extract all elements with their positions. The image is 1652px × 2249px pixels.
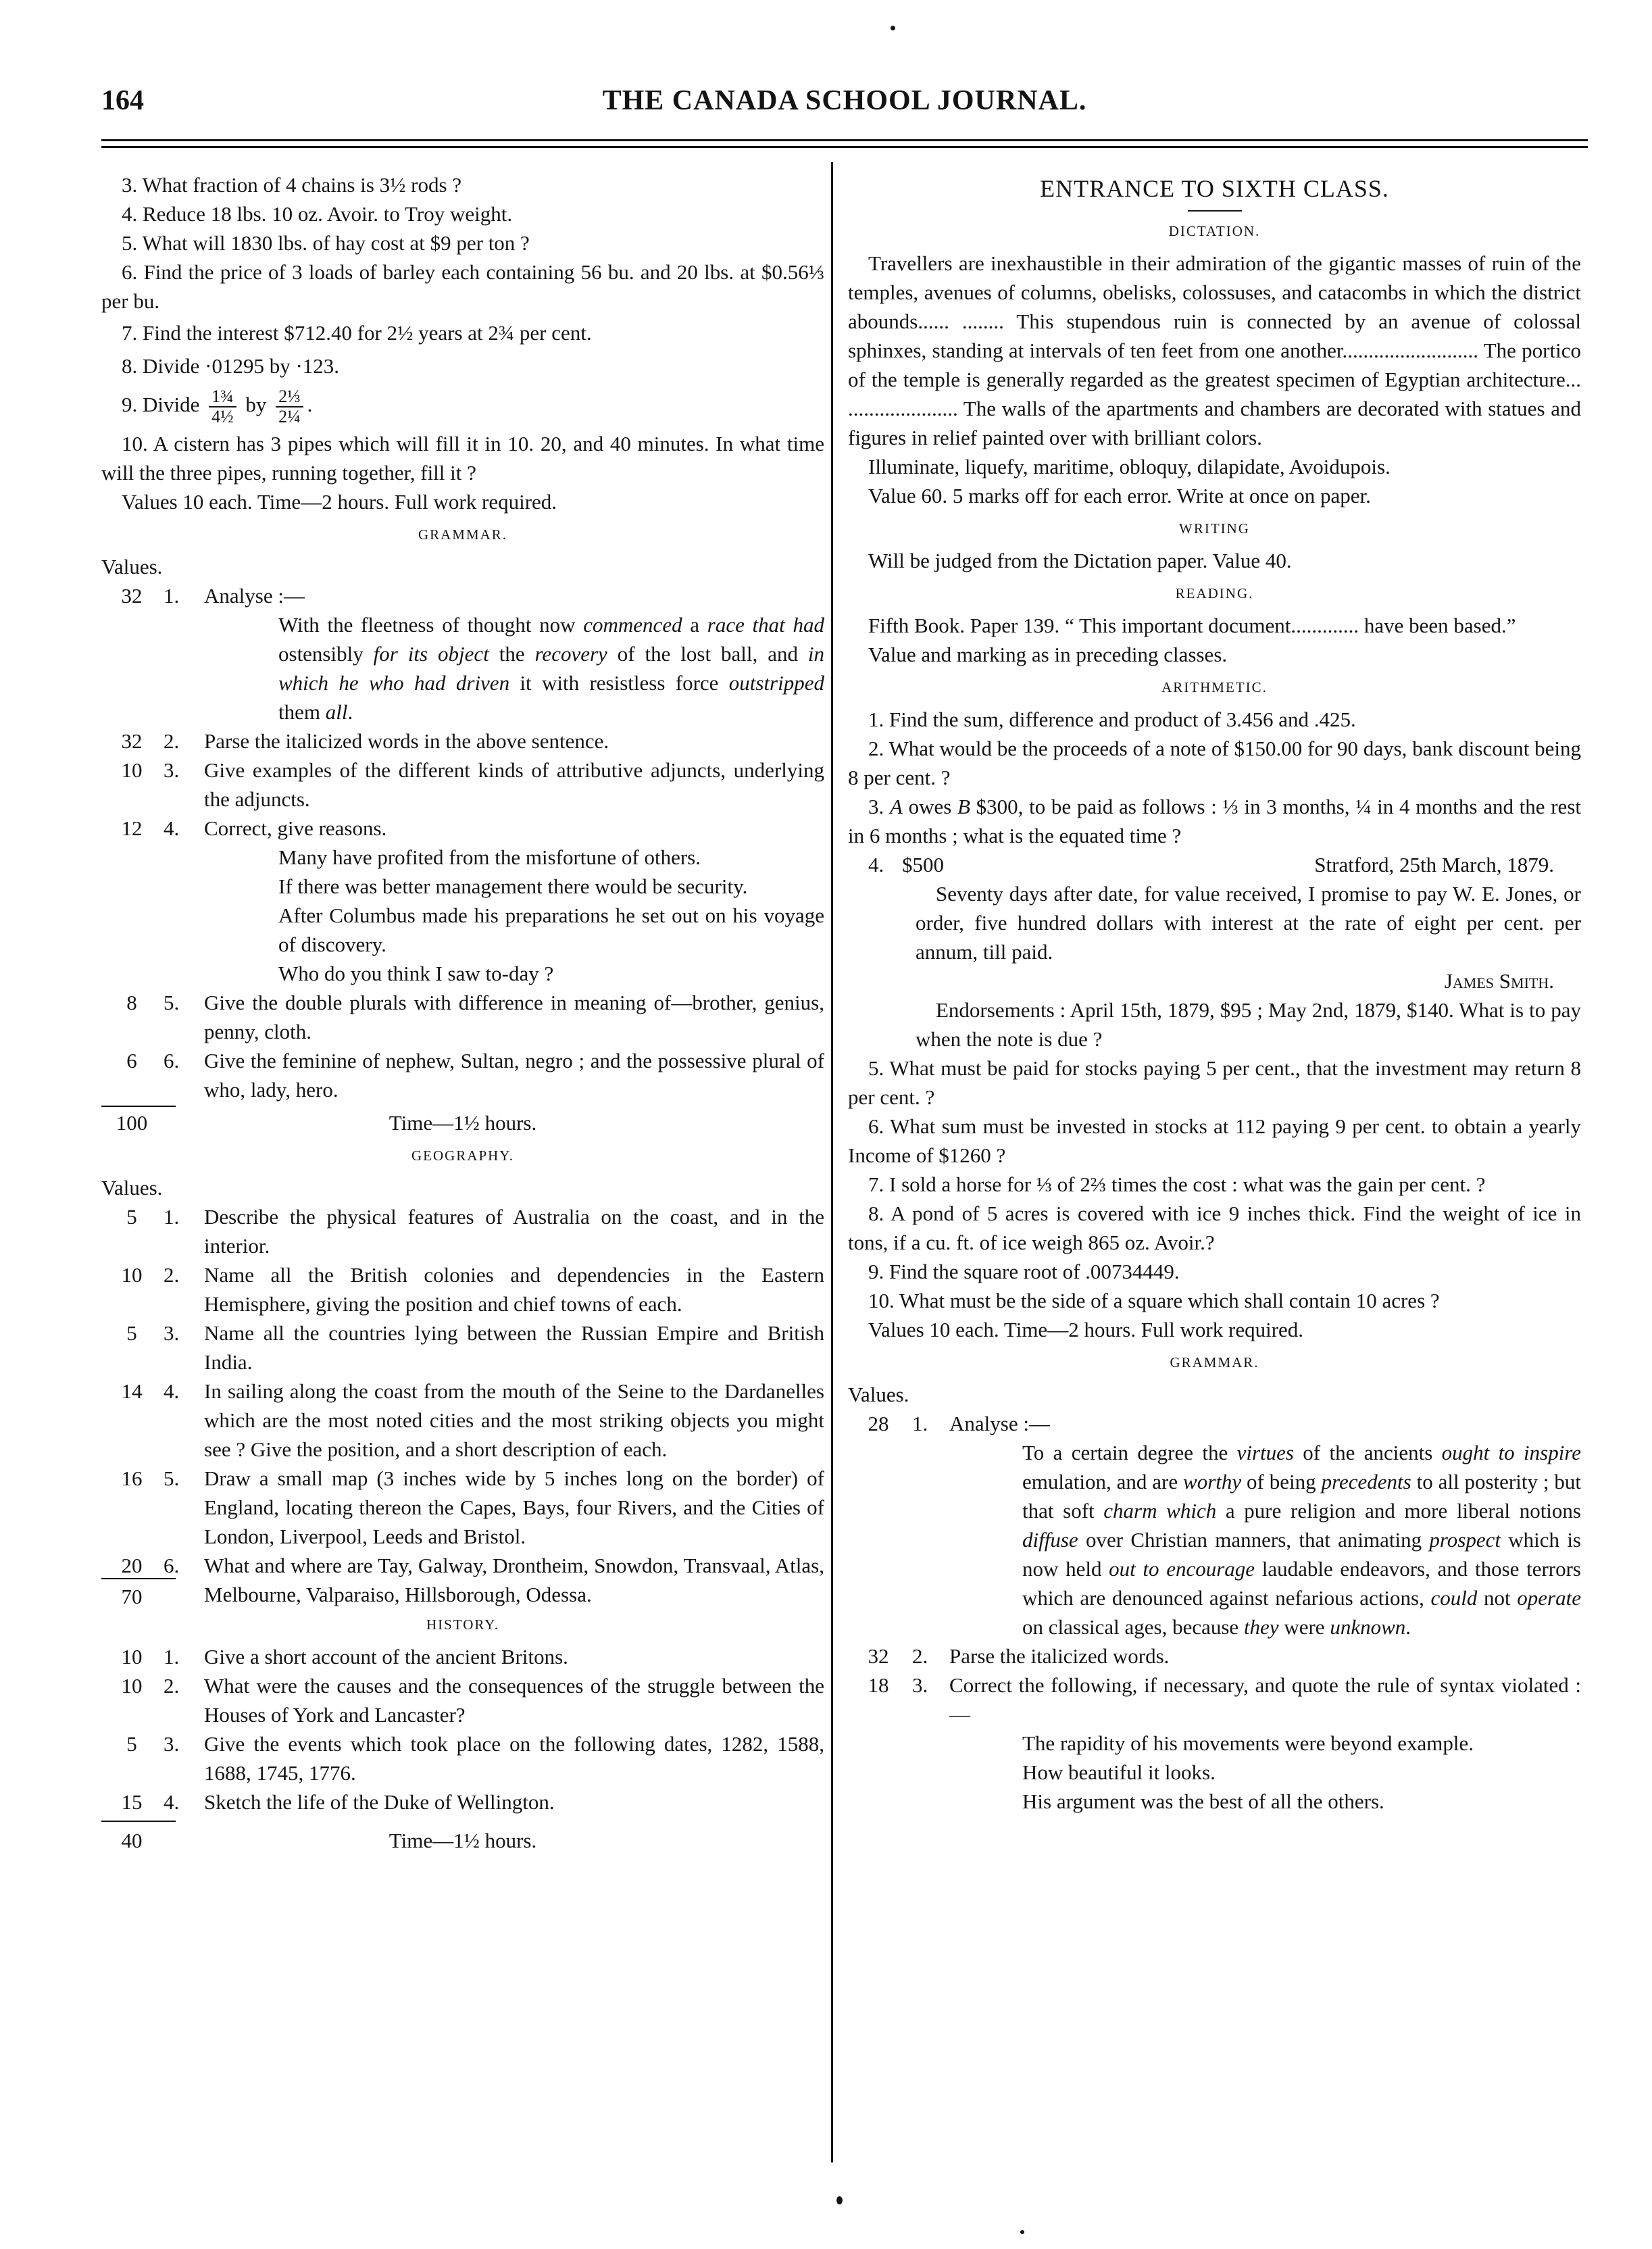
item-number: 4. bbox=[164, 816, 180, 840]
item-text: Sketch the life of the Duke of Wellington. bbox=[204, 1790, 555, 1814]
column-divider bbox=[831, 162, 833, 2162]
note-endorsements: Endorsements : April 15th, 1879, $95 ; May 2nd, 1879, $140. What is to pay when the note is due ? bbox=[916, 998, 1581, 1051]
section-title: ENTRANCE TO SIXTH CLASS. bbox=[1040, 175, 1389, 202]
print-speck bbox=[891, 26, 895, 30]
correct-line: If there was better management there would be security. bbox=[278, 874, 748, 898]
history-total-row bbox=[101, 1826, 824, 1855]
geography-heading: GEOGRAPHY. bbox=[411, 1147, 515, 1164]
values-label: Values. bbox=[101, 1176, 163, 1200]
arith-question: 5. What must be paid for stocks paying 5 per cent., that the investment may return 8 per cent. ? bbox=[848, 1056, 1581, 1109]
print-speck bbox=[1020, 2230, 1024, 2234]
section-rule bbox=[1188, 210, 1242, 212]
item-number: 1. bbox=[164, 1645, 180, 1669]
item-value: 10 bbox=[121, 1645, 143, 1669]
values-line: Values 10 each. Time—2 hours. Full work required. bbox=[868, 1318, 1304, 1341]
item-number: 3. bbox=[164, 1732, 180, 1756]
arith-question: 5. What will 1830 lbs. of hay cost at $9 per ton ? bbox=[122, 231, 530, 255]
arith-question: 6. Find the price of 3 loads of barley each containing 56 bu. and 20 lbs. at $0.56⅓ per bu. bbox=[101, 260, 824, 313]
history-item bbox=[101, 1642, 824, 1671]
correct-line: His argument was the best of all the others. bbox=[1022, 1789, 1384, 1813]
correct-line: Many have profited from the misfortune of others. bbox=[278, 845, 701, 869]
grammar-total: 100 bbox=[116, 1111, 148, 1135]
grammar-item bbox=[101, 756, 824, 814]
geography-item bbox=[101, 1260, 824, 1318]
grammar-heading: GRAMMAR. bbox=[418, 526, 508, 543]
item-number: 1. bbox=[164, 1205, 180, 1229]
history-total: 40 bbox=[121, 1829, 143, 1852]
note-place-date: Stratford, 25th March, 1879. bbox=[1314, 853, 1554, 876]
history-item bbox=[101, 1787, 824, 1816]
fraction: $\frac{\text{2⅓}}{\text{2¼}}$ bbox=[276, 387, 303, 426]
values-label: Values. bbox=[101, 555, 163, 578]
correct-line: How beautiful it looks. bbox=[1022, 1760, 1216, 1784]
item-value: 20 bbox=[121, 1554, 143, 1577]
note-amount: $500 bbox=[902, 853, 944, 876]
arith-question: 1. Find the sum, difference and product of 3.456 and .425. bbox=[868, 708, 1356, 731]
item-value: 5 bbox=[126, 1321, 137, 1345]
item-text: Give the double plurals with difference in meaning of—brother, genius, penny, cloth. bbox=[204, 991, 824, 1043]
grammar-item bbox=[101, 814, 824, 843]
item-text: Give a short account of the ancient Britons. bbox=[204, 1645, 568, 1669]
arith-question: 7. I sold a horse for ⅓ of 2⅔ times the cost : what was the gain per cent. ? bbox=[868, 1172, 1486, 1196]
reading-text: Fifth Book. Paper 139. “ This important document............. have been based.” bbox=[868, 614, 1516, 637]
arith-question: 3. A owes B $300, to be paid as follows : ⅓ in 3 months, ¼ in 4 months and the rest in 6 months ; what is the equated time ? bbox=[848, 795, 1581, 847]
arith-question: 8. Divide ·01295 by ·123. bbox=[122, 354, 340, 378]
item-number: 1. bbox=[164, 584, 180, 608]
item-value: 8 bbox=[126, 991, 137, 1014]
item-number: 3. bbox=[164, 758, 180, 782]
page-number: 164 bbox=[101, 85, 144, 116]
item-text: Draw a small map (3 inches wide by 5 inches long on the border) of England, locating thereon the Capes, Bays, four Rivers, and the Cities of London, Liverpool, Leeds and Bristol. bbox=[204, 1466, 824, 1548]
grammar-total-row bbox=[101, 1108, 824, 1137]
item-text: Parse the italicized words in the above sentence. bbox=[204, 729, 609, 753]
item-text: Give the feminine of nephew, Sultan, negro ; and the possessive plural of who, lady, hero. bbox=[204, 1049, 824, 1102]
item-number: 2. bbox=[912, 1644, 928, 1668]
item-value: 28 bbox=[868, 1412, 889, 1435]
total-rule bbox=[101, 1821, 176, 1822]
item-text: What were the causes and the consequences of the struggle between the Houses of York and Lancaster? bbox=[204, 1674, 824, 1727]
item-number: 4. bbox=[164, 1379, 180, 1403]
right-column bbox=[848, 170, 1581, 1816]
item-number: 2. bbox=[164, 729, 180, 753]
q9-by: by bbox=[245, 393, 267, 416]
arith-question: 4. Reduce 18 lbs. 10 oz. Avoir. to Troy weight. bbox=[122, 202, 513, 226]
item-number: 1. bbox=[912, 1412, 928, 1435]
item-text: Analyse :— bbox=[949, 1412, 1050, 1435]
reading-value: Value and marking as in preceding classes. bbox=[868, 643, 1228, 666]
geography-item bbox=[101, 1318, 824, 1377]
item-value: 18 bbox=[868, 1673, 889, 1697]
item-text: Name all the British colonies and dependencies in the Eastern Hemisphere, giving the position and chief towns of each. bbox=[204, 1263, 824, 1316]
dictation-value: Value 60. 5 marks off for each error. Write at once on paper. bbox=[868, 484, 1371, 508]
item-number: 3. bbox=[912, 1673, 928, 1697]
item-value: 32 bbox=[121, 729, 143, 753]
item-value: 5 bbox=[126, 1732, 137, 1756]
history-time: Time—1½ hours. bbox=[389, 1829, 537, 1852]
item-value: 16 bbox=[121, 1466, 143, 1490]
grammar-item bbox=[101, 726, 824, 756]
item-value: 6 bbox=[126, 1049, 137, 1072]
reading-heading: READING. bbox=[1175, 585, 1254, 601]
note-body: Seventy days after date, for value received, I promise to pay W. E. Jones, or order, five hundred dollars with interest at the rate of eight per cent. per annum, till paid. bbox=[916, 882, 1581, 964]
spelling-words: Illuminate, liquefy, maritime, obloquy, dilapidate, Avoidupois. bbox=[868, 455, 1391, 478]
arith-question: 2. What would be the proceeds of a note of $150.00 for 90 days, bank discount being 8 per cent. ? bbox=[848, 737, 1581, 789]
history-heading: HISTORY. bbox=[426, 1616, 499, 1633]
item-value: 15 bbox=[121, 1790, 143, 1814]
grammar-heading: GRAMMAR. bbox=[1170, 1354, 1259, 1370]
dictation-heading: DICTATION. bbox=[1168, 223, 1261, 239]
item-value: 10 bbox=[121, 1674, 143, 1698]
geography-item bbox=[101, 1202, 824, 1260]
item-text: Describe the physical features of Australia on the coast, and in the interior. bbox=[204, 1205, 824, 1258]
analyse-passage: To a certain degree the virtues of the ancients ought to inspire emulation, and are worthy of being precedents to all posterity ; but that soft charm which a pure religion and more liberal notions diffuse over Christian manners, that animating prospect which is now held out to encourage laudable endeavors, and those terrors which are denounced against nefarious actions, could not operate on classical ages, because they were unknown. bbox=[1022, 1441, 1582, 1639]
promissory-note-header bbox=[848, 850, 1581, 879]
left-column bbox=[101, 170, 824, 1855]
history-item bbox=[101, 1729, 824, 1787]
writing-text: Will be judged from the Dictation paper. Value 40. bbox=[868, 549, 1292, 572]
item-value: 5 bbox=[126, 1205, 137, 1229]
item-number: 5. bbox=[164, 1466, 180, 1490]
arith-question: 7. Find the interest $712.40 for 2½ years at 2¾ per cent. bbox=[122, 321, 592, 345]
grammar-item bbox=[101, 1046, 824, 1104]
note-number: 4. bbox=[868, 853, 884, 876]
item-text: Correct the following, if necessary, and quote the rule of syntax violated :— bbox=[949, 1673, 1581, 1726]
analyse-passage: With the fleetness of thought now commenced a race that had ostensibly for its object the recovery of the lost ball, and in which he who had driven it with resistless force outstripped them all. bbox=[278, 613, 825, 724]
item-text: Name all the countries lying between the Russian Empire and British India. bbox=[204, 1321, 824, 1374]
grammar-time: Time—1½ hours. bbox=[389, 1111, 537, 1135]
history-item bbox=[101, 1671, 824, 1729]
header-rule-top bbox=[101, 139, 1588, 141]
item-text: Analyse :— bbox=[204, 584, 305, 608]
grammar-item bbox=[101, 988, 824, 1046]
item-value: 10 bbox=[121, 1263, 143, 1287]
item-value: 32 bbox=[868, 1644, 889, 1668]
arith-question: 8. A pond of 5 acres is covered with ice 9 inches thick. Find the weight of ice in tons, if a cu. ft. of ice weigh 865 oz. Avoir.? bbox=[848, 1202, 1581, 1254]
item-value: 14 bbox=[121, 1379, 143, 1403]
item-text: In sailing along the coast from the mouth of the Seine to the Dardanelles which are the most noted cities and the most striking objects you might see ? Give the position, and a short description of each. bbox=[204, 1379, 824, 1461]
item-value: 32 bbox=[121, 584, 143, 608]
grammar-item bbox=[101, 581, 824, 610]
correct-line: After Columbus made his preparations he set out on his voyage of discovery. bbox=[278, 904, 824, 956]
values-label: Values. bbox=[848, 1383, 909, 1406]
page-header bbox=[101, 86, 1588, 127]
grammar-item bbox=[848, 1671, 1581, 1729]
print-speck bbox=[836, 2196, 843, 2204]
geography-item bbox=[101, 1377, 824, 1464]
item-text: Give examples of the different kinds of attributive adjuncts, underlying the adjuncts. bbox=[204, 758, 824, 811]
correct-line: The rapidity of his movements were beyond example. bbox=[1022, 1731, 1474, 1755]
writing-heading: WRITING bbox=[1179, 520, 1250, 537]
item-text: What and where are Tay, Galway, Drontheim, Snowdon, Transvaal, Atlas, Melbourne, Valparaiso, Hillsborough, Odessa. bbox=[204, 1554, 824, 1606]
fraction: $\frac{\text{1¾}}{\text{4½}}$ bbox=[209, 387, 236, 426]
arith-question: 10. What must be the side of a square which shall contain 10 acres ? bbox=[868, 1289, 1440, 1312]
item-number: 3. bbox=[164, 1321, 180, 1345]
item-text: Parse the italicized words. bbox=[949, 1644, 1170, 1668]
grammar-item bbox=[848, 1641, 1581, 1671]
correct-line: Who do you think I saw to-day ? bbox=[278, 962, 554, 985]
item-number: 2. bbox=[164, 1674, 180, 1698]
grammar-item bbox=[848, 1409, 1581, 1438]
item-value: 10 bbox=[121, 758, 143, 782]
item-text: Give the events which took place on the following dates, 1282, 1588, 1688, 1745, 1776. bbox=[204, 1732, 824, 1785]
q9-label: 9. Divide bbox=[122, 393, 200, 416]
item-text: Correct, give reasons. bbox=[204, 816, 387, 840]
total-rule bbox=[101, 1578, 176, 1579]
dictation-text: Travellers are inexhaustible in their admiration of the gigantic masses of ruin of the temples, avenues of columns, obelisks, colossuses, and catacombs in which the district abounds...... ........ This stupendous ruin is connected by an avenue of colossal sphinxes, standing at intervals of ten feet from one another.......................... The portico of the temple is generally regarded as the greatest specimen of Egyptian architecture... ..................... The walls of the apartments and chambers are decorated with statues and figures in relief painted over with brilliant colors. bbox=[848, 251, 1581, 449]
geography-item bbox=[101, 1464, 824, 1551]
item-number: 6. bbox=[164, 1554, 180, 1577]
geography-item bbox=[101, 1551, 824, 1609]
geography-total: 70 bbox=[121, 1585, 143, 1608]
item-number: 2. bbox=[164, 1263, 180, 1287]
arith-question: 6. What sum must be invested in stocks at 112 paying 9 per cent. to obtain a yearly Income of $1260 ? bbox=[848, 1114, 1581, 1167]
journal-title: THE CANADA SCHOOL JOURNAL. bbox=[602, 85, 1087, 116]
item-number: 4. bbox=[164, 1790, 180, 1814]
note-signature: James Smith. bbox=[1444, 969, 1554, 993]
values-line: Values 10 each. Time—2 hours. Full work required. bbox=[122, 490, 557, 514]
arith-question: 10. A cistern has 3 pipes which will fill it in 10. 20, and 40 minutes. In what time will the three pipes, running together, fill it ? bbox=[101, 432, 824, 485]
total-rule bbox=[101, 1106, 176, 1107]
item-number: 6. bbox=[164, 1049, 180, 1072]
arith-question-9: 9. Divide $\frac{\text{1¾}}{\text{4½}}$ by $\frac{\text{2⅓}}{\text{2¼}}$ . bbox=[122, 386, 313, 426]
item-number: 5. bbox=[164, 991, 180, 1014]
arith-question: 9. Find the square root of .00734449. bbox=[868, 1260, 1180, 1283]
arithmetic-heading: ARITHMETIC. bbox=[1161, 679, 1268, 695]
header-rule-bottom bbox=[101, 146, 1588, 148]
arith-question: 3. What fraction of 4 chains is 3½ rods ? bbox=[122, 173, 462, 197]
item-value: 12 bbox=[121, 816, 143, 840]
